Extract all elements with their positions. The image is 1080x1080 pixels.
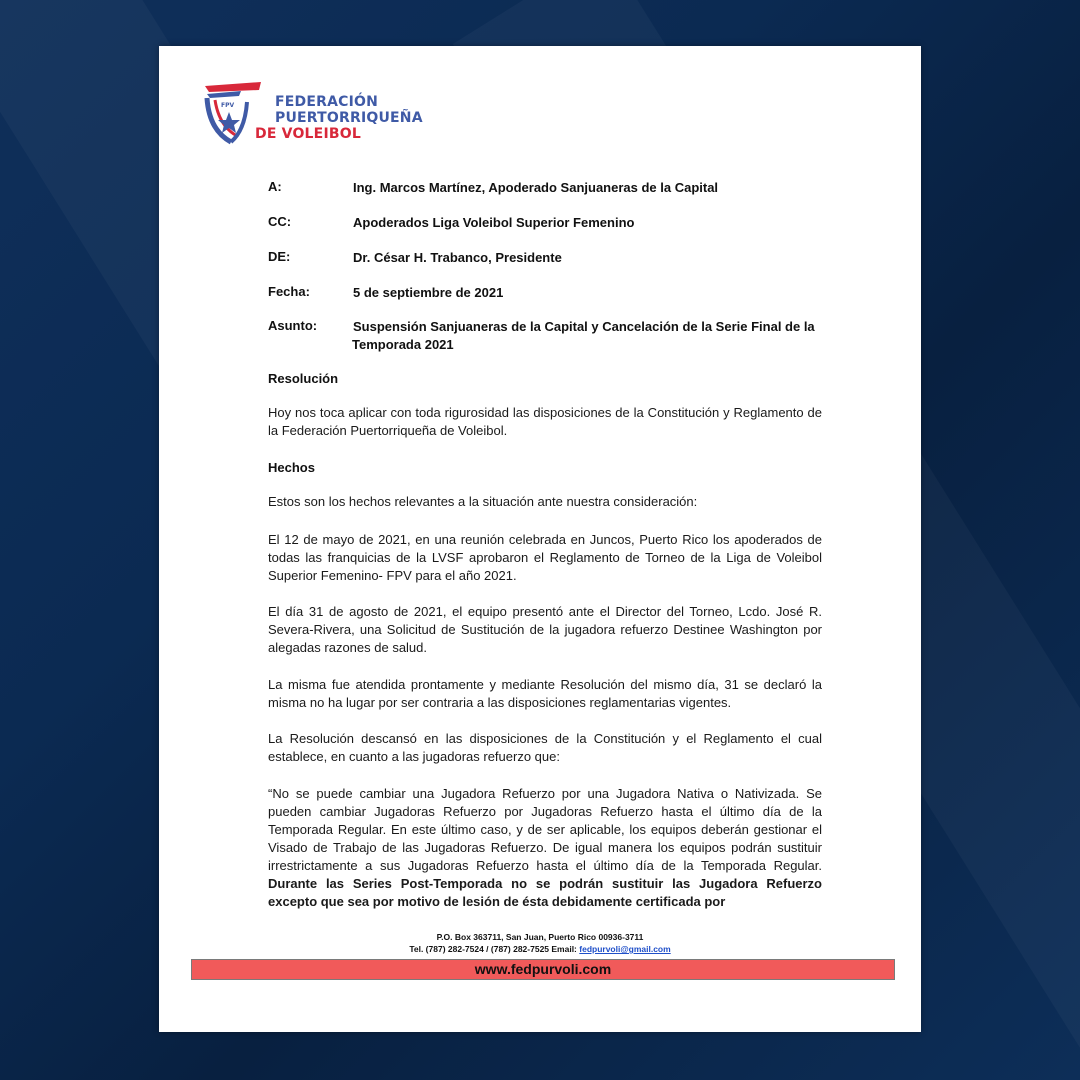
footer-website-link[interactable]: www.fedpurvoli.com (474, 961, 612, 977)
hechos-heading: Hechos (268, 460, 315, 475)
memo-subject-line-1: Suspensión Sanjuaneras de la Capital y Cancelación de la Serie Final de la (353, 319, 815, 334)
footer-email-link[interactable]: fedpurvoli@gmail.com (579, 944, 671, 954)
quote-normal-text: “No se puede cambiar una Jugadora Refuerzo por una Jugadora Nativa o Nativizada. Se pueden cambiar Jugadoras Refuerzo por Jugadoras Refuerzo hasta el último día de la Temporada Regular. En este último caso, y de ser aplicable, los equipos deberán gestionar el Visado de Trabajo de las Jugadoras Refuerzo. De igual manera los equipos podrán sustituir irrestrictamente a sus Jugadoras Refuerzo hasta el último día de la Temporada Regular. (268, 786, 822, 873)
memo-date-value: 5 de septiembre de 2021 (353, 285, 504, 300)
hechos-intro-paragraph: Estos son los hechos relevantes a la situación ante nuestra consideración: (268, 494, 698, 509)
memo-cc-label: CC: (268, 214, 292, 229)
quote-bold-text: Durante las Series Post-Temporada no se podrán sustituir las Jugadora Refuerzo excepto que sea por motivo de lesión de ésta debidamente certificada por (268, 876, 822, 909)
hechos-paragraph-3: La misma fue atendida prontamente y mediante Resolución del mismo día, 31 se declaró la misma no ha lugar por ser contraria a las disposiciones reglamentarias vigentes. (268, 677, 822, 710)
memo-to-value: Ing. Marcos Martínez, Apoderado Sanjuaneras de la Capital (353, 180, 719, 195)
memo-from-label: DE: (268, 249, 291, 264)
memo-subject-label: Asunto: (268, 318, 318, 333)
logo-badge-text: FPV (221, 102, 235, 109)
logo-line-3 (255, 126, 423, 142)
footer-phone-line (159, 943, 921, 955)
logo-line-1: FEDERACIÓN (275, 94, 379, 110)
fpv-logo (201, 78, 421, 148)
hechos-paragraph-4: La Resolución descansó en las disposiciones de la Constitución y el Reglamento el cual establece, en cuanto a las jugadoras refuerzo que: (268, 731, 822, 764)
memo-date-label: Fecha: (268, 284, 310, 299)
footer-address: P.O. Box 363711, San Juan, Puerto Rico 00936-3711 (436, 932, 644, 942)
footer-contact (159, 931, 921, 955)
resolucion-paragraph: Hoy nos toca aplicar con toda rigurosidad las disposiciones de la Constitución y Reglamento de la Federación Puertorriqueña de Voleibol. (268, 405, 822, 438)
memo-to-label: A: (268, 179, 282, 194)
reglamento-quote (268, 785, 822, 911)
logo-line-3-word: VOLEIBOL (281, 126, 361, 142)
footer-phone: Tel. (787) 282-7524 / (787) 282-7525 Email: (409, 944, 580, 954)
logo-wordmark (255, 94, 423, 142)
footer-website-bar (191, 959, 895, 980)
logo-line-2: PUERTORRIQUEÑA (275, 110, 423, 126)
memo-from-value: Dr. César H. Trabanco, Presidente (353, 250, 562, 265)
hechos-paragraph-2: El día 31 de agosto de 2021, el equipo presentó ante el Director del Torneo, Lcdo. José R. Severa-Rivera, una Solicitud de Sustitución de la jugadora refuerzo Destinee Washington por alegadas razones de salud. (268, 604, 822, 655)
memo-subject-line-2: Temporada 2021 (352, 337, 454, 352)
resolucion-heading: Resolución (268, 371, 339, 386)
memo-cc-value: Apoderados Liga Voleibol Superior Femenino (353, 215, 635, 230)
hechos-paragraph-1: El 12 de mayo de 2021, en una reunión celebrada en Juncos, Puerto Rico los apoderados de todas las franquicias de la LVSF aprobaron el Reglamento de Torneo de la Liga de Voleibol Superior Femenino- FPV para el año 2021. (268, 532, 822, 583)
logo-line-3-prefix: DE (255, 126, 277, 142)
document-page (159, 46, 921, 1032)
